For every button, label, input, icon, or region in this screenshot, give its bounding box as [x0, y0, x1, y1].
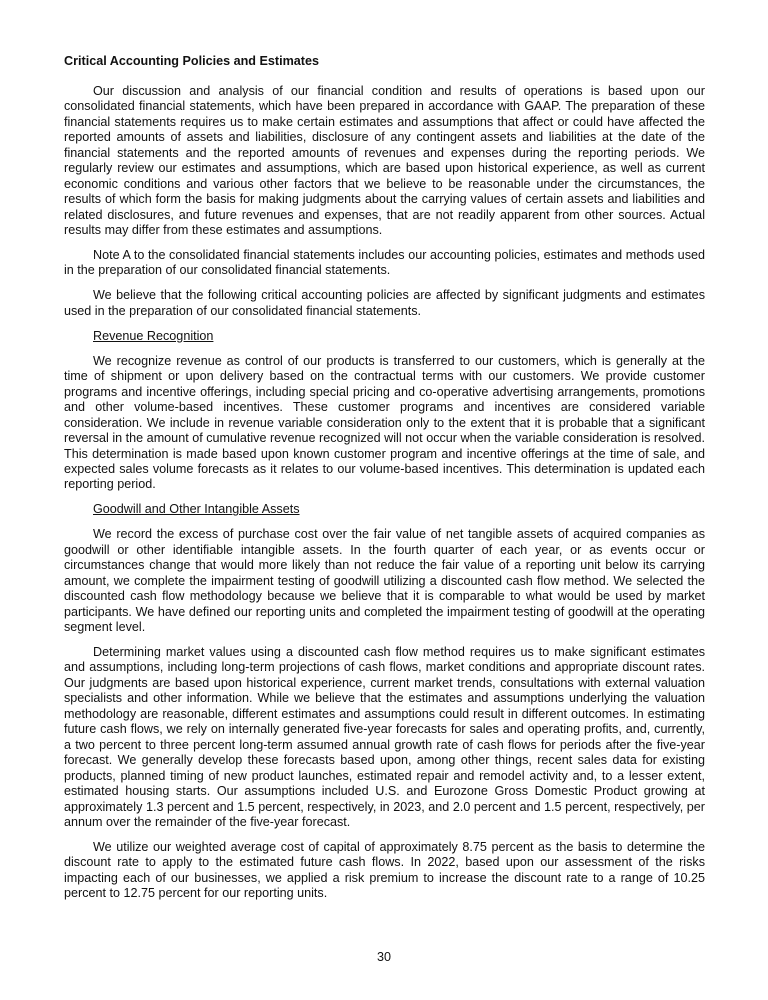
paragraph-note-a: Note A to the consolidated financial statements includes our accounting policies, estimates and methods used in the preparation of our consolidated financial statements.: [64, 248, 705, 278]
paragraph-market-values: Determining market values using a discounted cash flow method requires us to make significant estimates and assumptions, including long-term projections of cash flows, market conditions and appropriate discount rates. Our judgments are based upon historical experience, current market trends, consultations with external valuation specialists and other information. While we believe that the estimates and assumptions underlying the valuation methodology are reasonable, different estimates and assumptions could result in different outcomes. In estimating future cash flows, we rely on internally generated five-year forecasts for sales and operating profits, and, currently, a two percent to three percent long-term assumed annual growth rate of cash flows for periods after the five-year forecast. We generally develop these forecasts based upon, among other things, recent sales data for existing products, planned timing of new product launches, estimated repair and remodel activity and, to a lesser extent, estimated housing starts. Our assumptions included U.S. and Eurozone Gross Domestic Product growing at approximately 1.3 percent and 1.5 percent, respectively, in 2023, and 2.0 percent and 1.5 percent, respectively, per annum over the remainder of the five-year forecast.: [64, 645, 705, 829]
paragraph-goodwill: We record the excess of purchase cost over the fair value of net tangible assets of acquired companies as goodwill or other identifiable intangible assets. In the fourth quarter of each year, or as events occur or circumstances change that would more likely than not reduce the fair value of a reporting unit below its carrying amount, we complete the impairment testing of goodwill utilizing a discounted cash flow method. We selected the discounted cash flow methodology because we believe that it is comparable to what would be used by market participants. We have defined our reporting units and completed the impairment testing of goodwill at the operating segment level.: [64, 527, 705, 635]
paragraph-critical-policies: We believe that the following critical accounting policies are affected by significant judgments and estimates used in the preparation of our consolidated financial statements.: [64, 288, 705, 318]
paragraph-intro: Our discussion and analysis of our financial condition and results of operations is based upon our consolidated financial statements, which have been prepared in accordance with GAAP. The preparation of these financial statements requires us to make certain estimates and assumptions that affect or could have affected the reported amounts of assets and liabilities, disclosure of any contingent assets and liabilities at the date of the financial statements and the reported amounts of revenues and expenses during the reporting periods. We regularly review our estimates and assumptions, which are based upon historical experience, as well as current economic conditions and various other factors that we believe to be reasonable under the circumstances, the results of which form the basis for making judgments about the carrying values of certain assets and liabilities and related disclosures, and future revenues and expenses, that are not readily apparent from other sources. Actual results may differ from these estimates and assumptions.: [64, 84, 705, 238]
paragraph-wacc: We utilize our weighted average cost of capital of approximately 8.75 percent as the basis to determine the discount rate to apply to the estimated future cash flows. In 2022, based upon our assessment of the risks impacting each of our businesses, we applied a risk premium to increase the discount rate to a range of 10.25 percent to 12.75 percent for our reporting units.: [64, 839, 705, 901]
paragraph-revenue-recognition: We recognize revenue as control of our products is transferred to our customers, which is generally at the time of shipment or upon delivery based on the contractual terms with our customers. We provide customer programs and incentive offerings, including special pricing and co-operative advertising arrangements, promotions and other volume-based incentives. These customer programs and incentives are considered variable consideration. We include in revenue variable consideration only to the extent that it is probable that a significant reversal in the amount of cumulative revenue recognized will not occur when the variable consideration is resolved. This determination is made based upon known customer program and incentive offerings at the time of sale, and expected sales volume forecasts as it relates to our volume-based incentives. This determination is updated each reporting period.: [64, 353, 705, 492]
section-title: Critical Accounting Policies and Estimates: [64, 54, 319, 68]
subheading-goodwill: Goodwill and Other Intangible Assets: [93, 502, 300, 517]
document-page: [64, 54, 705, 911]
subheading-revenue-recognition: Revenue Recognition: [93, 328, 214, 343]
page-number: 30: [376, 950, 391, 964]
